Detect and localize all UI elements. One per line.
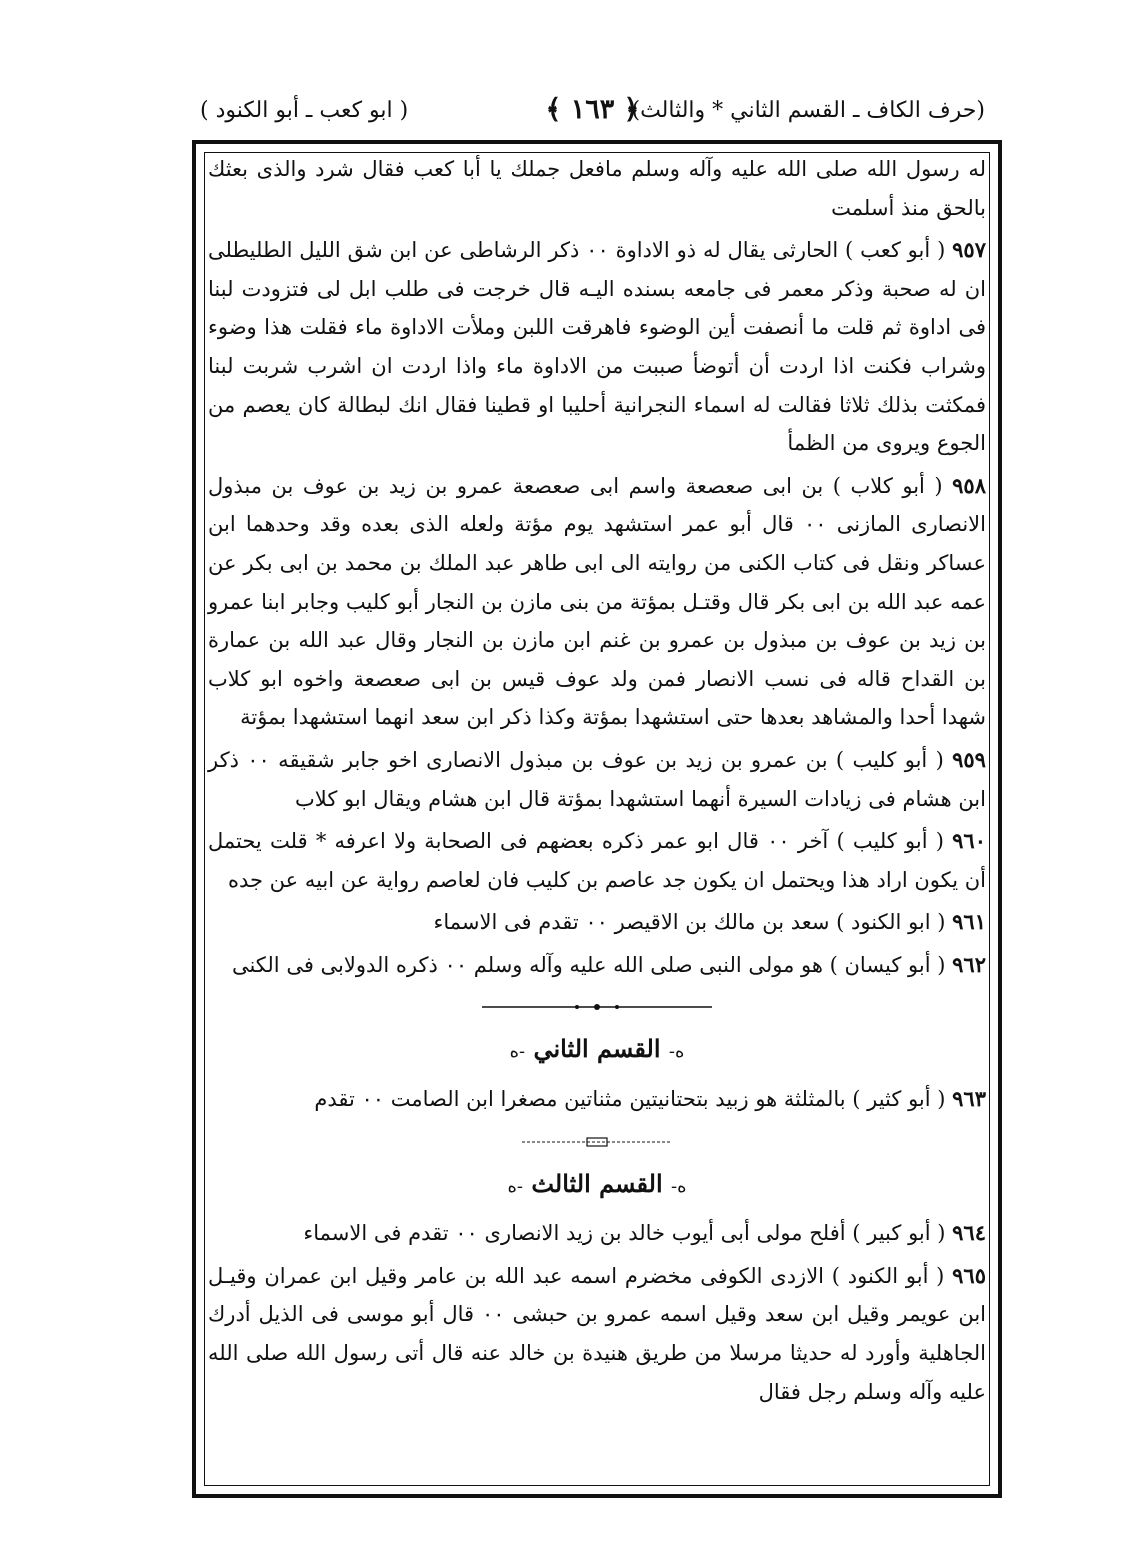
entry-957 — [208, 231, 986, 463]
ornament-icon: ﻩ- — [668, 1041, 685, 1063]
section-heading: القسم الثالث — [531, 1168, 663, 1198]
ornament-icon: -ﻩ — [509, 1041, 526, 1063]
entry-continuation — [208, 150, 986, 227]
section-title-2 — [208, 1030, 986, 1072]
entry-961 — [208, 903, 986, 942]
entry-text: ( أبو كليب ) بن عمرو بن زيد بن عوف بن مبذول الانصارى اخو جابر شقيقه ٠٠ ذكر ابن هشام فى زيادات السيرة أنهما استشهدا بمؤتة قال ابن هشام ويقال ابو كلاب — [208, 747, 986, 811]
entry-number: ٩٥٩ — [952, 746, 986, 772]
divider-ornament — [482, 1002, 712, 1012]
entry-text: ( أبو كبير ) أفلح مولى أبى أيوب خالد بن زيد الانصارى ٠٠ تقدم فى الاسماء — [303, 1221, 946, 1246]
entry-text: ( أبو كعب ) الحارثى يقال له ذو الاداوة ٠٠ ذكر الرشاطى عن ابن شق الليل الطليطلى ان له صحبة وذكر معمر فى جامعه بسنده اليـه قال خرجت فى طلب ابل لى فتزودت لبنا فى اداوة ثم قلت ما أنصفت أين الوضوء فاهرقت اللبن وملأت الاداوة ماء فقلت هذا وضوء وشراب فكنت اذا اردت أن أتوضأ صببت من الاداوة ماء واذا اردت ان اشرب شربت لبنا فمكثت بذلك ثلاثا فقالت له اسماء النجرانية أحليبا او قطينا فقال انك لبطالة كان يعصم من الجوع ويروى من الظمأ — [208, 238, 986, 456]
header-entry-range: ( ابو كعب ـ أبو الكنود ) — [200, 98, 409, 123]
entry-number: ٩٥٨ — [952, 472, 986, 498]
entry-number: ٩٦٤ — [952, 1220, 986, 1246]
entry-text: له رسول الله صلى الله عليه وآله وسلم مافعل جملك يا أبا كعب فقال شرد والذى بعثك بالحق منذ أسلمت — [208, 157, 986, 220]
section-divider — [522, 1137, 672, 1147]
divider-ornament — [522, 1137, 672, 1147]
entry-959 — [208, 741, 986, 818]
entry-number: ٩٦٠ — [952, 828, 986, 854]
ornament-icon: ﻩ- — [671, 1175, 687, 1197]
entry-964 — [208, 1214, 986, 1253]
entry-text: ( أبو كيسان ) هو مولى النبى صلى الله عليه وآله وسلم ٠٠ ذكره الدولابى فى الكنى — [231, 952, 946, 977]
entry-text: ( أبو كثير ) بالمثلثة هو زبيد بتحتانيتين مثناتين مصغرا ابن الصامت ٠٠ تقدم — [314, 1087, 946, 1112]
entry-965 — [208, 1257, 986, 1411]
entry-number: ٩٥٧ — [952, 237, 986, 263]
page-header — [200, 94, 985, 134]
entry-text: ( أبو كليب ) آخر ٠٠ قال ابو عمر ذكره بعضهم فى الصحابة ولا اعرفه * قلت يحتمل أن يكون اراد هذا ويحتمل ان يكون جد عاصم بن كليب فان لعاصم رواية عن ابيه عن جده — [208, 829, 986, 892]
entry-number: ٩٦٣ — [952, 1086, 986, 1112]
entry-962 — [208, 946, 986, 985]
page-number: ﴿ ١٦٣ ﴾ — [545, 94, 640, 125]
entry-number: ٩٦١ — [952, 909, 986, 935]
entry-960 — [208, 822, 986, 899]
entry-text: ( أبو الكنود ) الازدى الكوفى مخضرم اسمه عبد الله بن عامر وقيل ابن عمران وقيـل ابن عويمر وقيل ابن سعد وقيل اسمه عمرو بن حبشى ٠٠ قال أبو موسى فى الذيل أدرك الجاهلية وأورد له حديثا مرسلا من طريق هنيدة بن خالد عنه قال أتى رسول الله صلى الله عليه وآله وسلم رجل فقال — [208, 1263, 986, 1404]
section-heading: القسم الثاني — [533, 1034, 661, 1064]
section-title-3 — [208, 1165, 986, 1207]
section-divider — [482, 1002, 712, 1012]
entry-958 — [208, 467, 986, 737]
page-body — [208, 150, 986, 1411]
entry-text: ( ابو الكنود ) سعد بن مالك بن الاقيصر ٠٠ تقدم فى الاسماء — [433, 910, 946, 935]
entry-963 — [208, 1080, 986, 1119]
entry-number: ٩٦٥ — [952, 1262, 986, 1288]
header-chapter-title: (حرف الكاف ـ القسم الثاني * والثالث) — [631, 98, 985, 123]
entry-number: ٩٦٢ — [952, 951, 986, 977]
ornament-icon: -ﻩ — [507, 1175, 523, 1197]
entry-text: ( أبو كلاب ) بن ابى صعصعة واسم ابى صعصعة عمرو بن زيد بن عوف بن مبذول الانصارى المازنى ٠٠ قال أبو عمر استشهد يوم مؤتة ولعله الذى بعده وقد وحدهما ابن عساكر ونقل فى كتاب الكنى من روايته الى ابى طاهر عبد الملك بن محمد بن ابى بكر عن عمه عبد الله بن ابى بكر قال وقتـل بمؤتة من بنى مازن بن النجار أبو كليب وجابر ابنا عمرو بن زيد بن عوف بن مبذول بن عمرو بن غنم ابن مازن بن النجار وقال عبد الله بن عمارة بن القداح قاله فى نسب الانصار فمن ولد عوف قيس بن ابى صعصعة واخوه ابو كلاب شهدا أحدا والمشاهد بعدها حتى استشهدا بمؤتة وكذا ذكر ابن سعد انهما استشهدا بمؤتة — [208, 473, 987, 730]
